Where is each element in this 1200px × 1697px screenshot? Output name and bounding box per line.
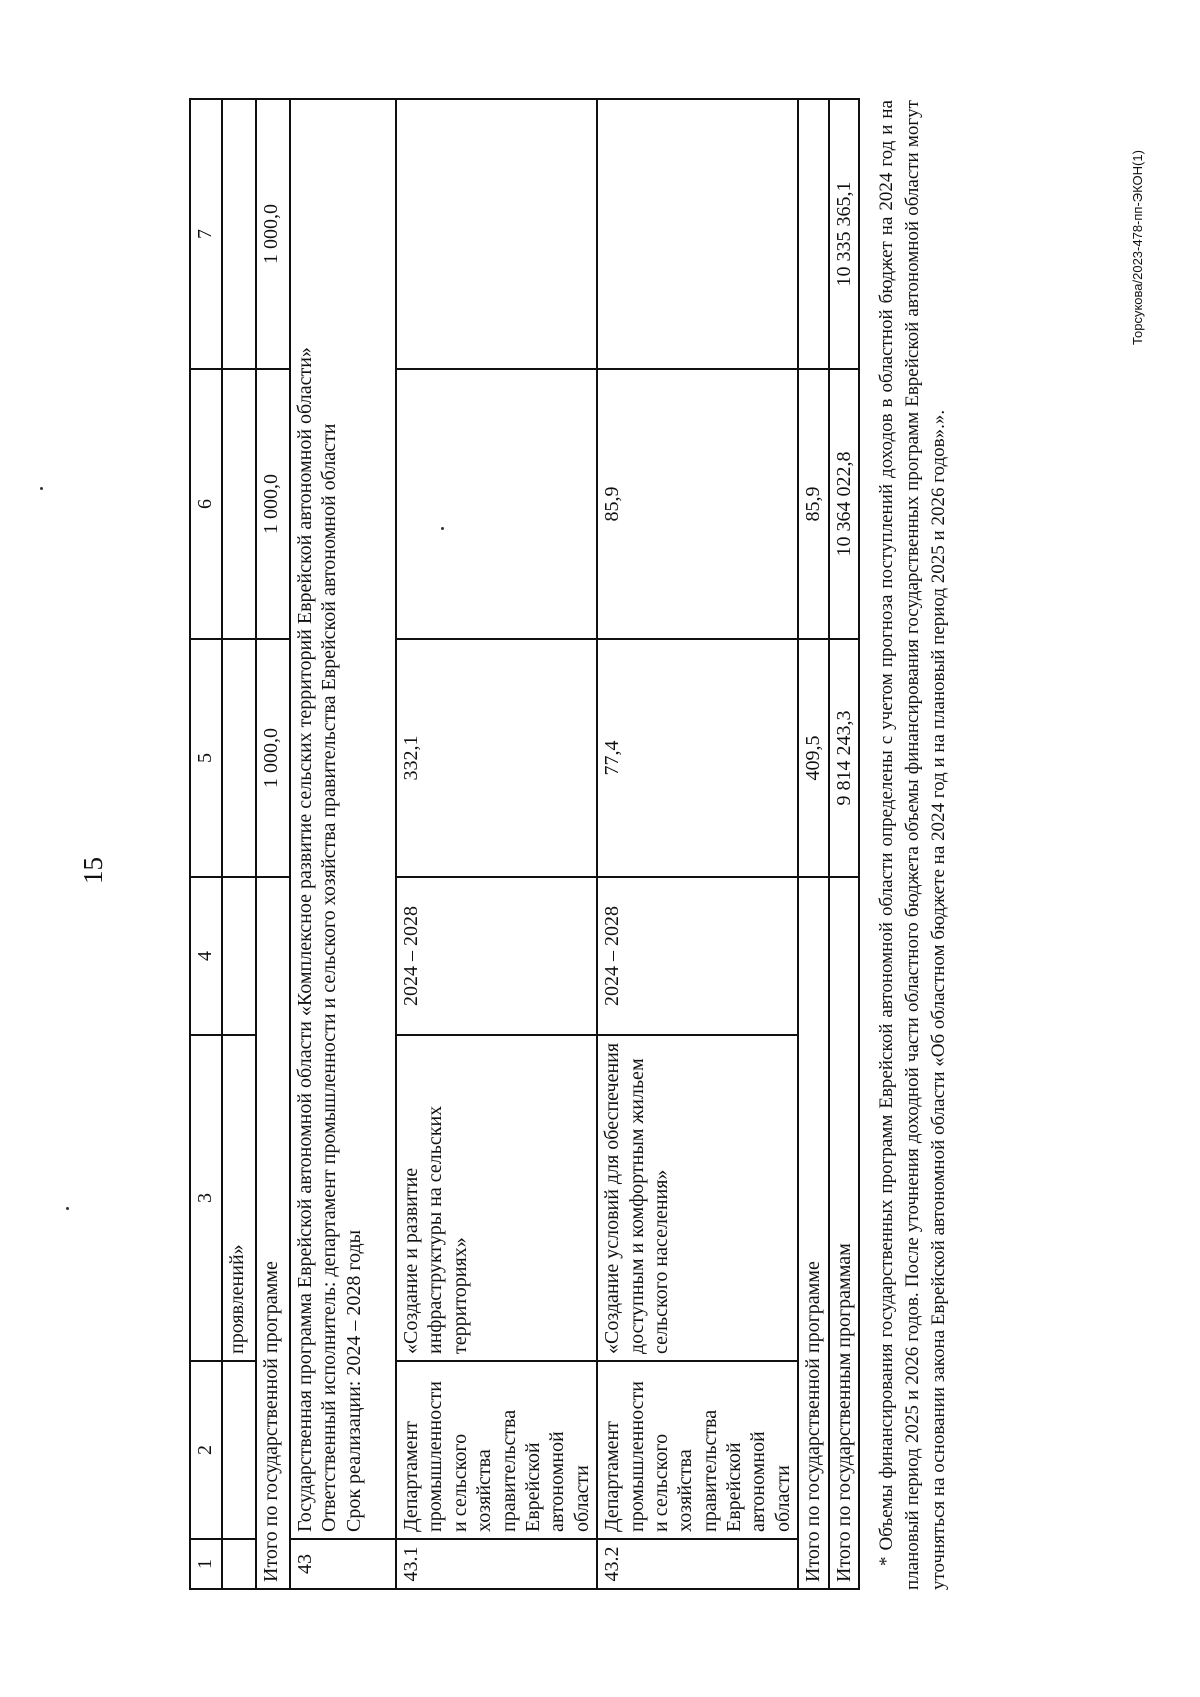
total-program-col5: 409,5 [798, 639, 828, 877]
header-col-1: 1 [190, 1539, 222, 1589]
row-years: 2024 – 2028 [396, 877, 597, 1035]
total-prev-col6: 1 000,0 [256, 369, 290, 639]
total-program-col7 [798, 99, 828, 369]
row-col7 [597, 99, 798, 369]
continuation-row [222, 99, 256, 1589]
row-number: 43.2 [597, 1539, 798, 1589]
total-prev-row [256, 99, 290, 1589]
column-number-row [190, 99, 222, 1589]
row-activity: «Создание и развитие инфраструктуры на сельских территориях» [396, 1035, 597, 1361]
total-prev-col7: 1 000,0 [256, 99, 290, 369]
program-period: Срок реализации: 2024 – 2028 годы [342, 1229, 365, 1532]
page-number: 15 [78, 857, 108, 884]
total-all-row [829, 99, 859, 1589]
header-col-6: 6 [190, 369, 222, 639]
document-code: Торсукова/2023-478-пп-ЭКОН(1) [1129, 150, 1145, 345]
total-program-col6: 85,9 [798, 369, 828, 639]
row-col6 [396, 369, 597, 639]
row-col6: 85,9 [597, 369, 798, 639]
header-col-7: 7 [190, 99, 222, 369]
total-all-label: Итого по государственным программам [829, 877, 859, 1589]
total-all-col5: 9 814 243,3 [829, 639, 859, 877]
header-col-5: 5 [190, 639, 222, 877]
row-department: Департамент промышленности и сельского хозяйства правительства Еврейской автономной области [597, 1361, 798, 1539]
row-number: 43.1 [396, 1539, 597, 1589]
header-col-2: 2 [190, 1361, 222, 1539]
total-prev-label: Итого по государственной программе [256, 877, 290, 1589]
program-title: Государственная программа Еврейской автономной области «Комплексное развитие сельских территорий Еврейской автономной области» [294, 347, 316, 1532]
scan-speck [40, 487, 43, 490]
row-col5: 332,1 [396, 639, 597, 877]
program-description [290, 99, 396, 1539]
header-col-3: 3 [190, 1035, 222, 1361]
program-number: 43 [290, 1539, 396, 1589]
program-row [290, 99, 396, 1589]
header-col-4: 4 [190, 877, 222, 1035]
financing-table [189, 98, 860, 1590]
scan-speck [66, 1207, 69, 1210]
row-department: Департамент промышленности и сельского хозяйства правительства Еврейской автономной области [396, 1361, 597, 1539]
row-years: 2024 – 2028 [597, 877, 798, 1035]
program-executor: Ответственный исполнитель: департамент промышленности и сельского хозяйства правительства Еврейской автономной области [318, 423, 341, 1532]
total-prev-col5: 1 000,0 [256, 639, 290, 877]
row-activity: «Создание условий для обеспечения доступным и комфортным жильем сельского населения» [597, 1035, 798, 1361]
total-program-label: Итого по государственной программе [798, 877, 828, 1589]
table-row [396, 99, 597, 1589]
total-all-col6: 10 364 022,8 [829, 369, 859, 639]
table-row [597, 99, 798, 1589]
row-col7 [396, 99, 597, 369]
total-all-col7: 10 335 365,1 [829, 99, 859, 369]
footnote: * Объемы финансирования государственных программ Еврейской автономной области определены с учетом прогноза поступлений доходов в областной бюджет на 2024 год и на плановый период 2025 и 2026 годов. После уточнения доходной части областного бюджета объемы финансирования государственных программ Еврейской автономной области могут уточняться на основании закона Еврейской автономной области «Об областном бюджете на 2024 год и на плановый период 2025 и 2026 годов».». [876, 100, 949, 1590]
rotated-page-content [189, 100, 949, 1590]
continuation-text: проявлений» [222, 1035, 256, 1361]
row-col5: 77,4 [597, 639, 798, 877]
total-program-row [798, 99, 828, 1589]
